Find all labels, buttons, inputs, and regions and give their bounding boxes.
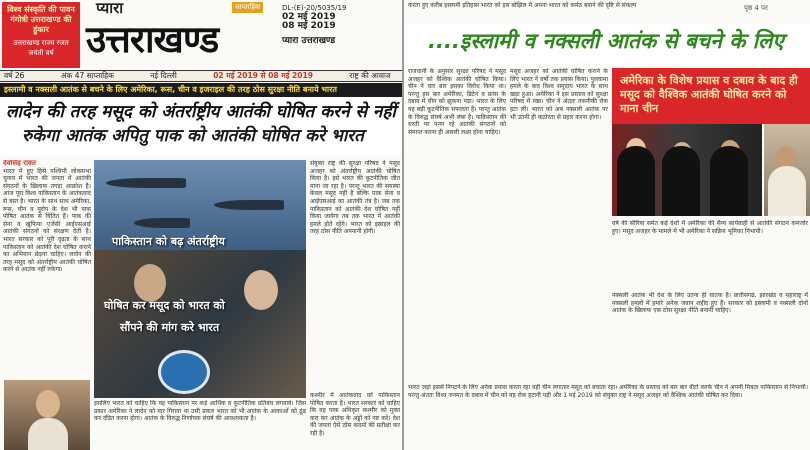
reg-date-2: 08 मई 2019 xyxy=(282,21,336,31)
page-number: पृष्ठ 4 पर xyxy=(744,4,768,12)
banner-headline: ....इस्लामी व नक्सली आतंक से बचने के लिए xyxy=(428,29,784,53)
jet-icon xyxy=(134,218,190,228)
article-column-4: कश्मीर में आतंकवाद को पाकिस्तान पोषित करता है। भारत सरकार को चाहिए कि वह पाक अधिकृत कश्मीर को मुक्त करा कर आतंक के अड्डों को नष्ट करे। देश की जनता ऐसे ठोस कदमों की प्रतीक्षा कर रही है। xyxy=(310,392,400,437)
article-column-1 xyxy=(3,160,91,378)
right-column-1: राजधानी के अनुसार सुरक्षा परिषद ने मसूद अजहर को वैश्विक आतंकी घोषित किया। चीन ने चार बार इसका विरोध किया था। परन्तु इस बार अमेरिका, ब्रिटेन व फ्रांस के दबाव में चीन को झुकना पड़ा। भारत के लिए यह बड़ी कूटनीतिक सफलता है। परन्तु आतंक के विरुद्ध संघर्ष अभी लंबा है। पाकिस्तान की धरती पर पनप रहे आतंकी संगठनों को समाप्त करना ही असली लक्ष्य होना चाहिए। xyxy=(408,68,506,136)
figure-icon xyxy=(710,146,748,216)
red-headline-box: अमेरिका के विशेष प्रयास व दबाव के बाद ही मसूद को वैश्विक आतंकी घोषित करने को माना चीन xyxy=(612,68,810,124)
jet-icon xyxy=(214,200,284,210)
right-bottom-article: भारत जहां इससे निपटने के लिए अनेक प्रयास करता रहा वहीं चीन लगातार मसूद को बचाता रहा। अमेरिका के प्रस्ताव को बार बार वीटो करके चीन ने अपनी मित्रता पाकिस्तान से निभायी। परन्तु अंततः विश्व जनमत के दबाव में चीन को यह रोक हटानी पड़ी और 1 मई 2019 को संयुक्त राष्ट्र ने मसूद अजहर को वैश्विक आतंकी घोषित कर दिया। xyxy=(408,384,808,399)
green-banner xyxy=(404,24,810,64)
figure-icon xyxy=(662,146,700,216)
masthead xyxy=(82,0,282,70)
photo-caption-2: घोषित कर मसूद को भारत को xyxy=(104,299,225,312)
slogan-text: विश्व संस्कृति की पावन गंगोत्री उत्तराखण्ड की हुंकार xyxy=(7,5,75,34)
strip-lang: राष्ट्र की आवाज xyxy=(349,71,391,80)
photo-caption-1: पाकिस्तान को बढ़ अंतर्राष्ट्रीय xyxy=(112,235,225,248)
headline-line-1: लादेन की तरह मसूद को अंतर्राष्ट्रीय आतंकी घोषित करने से नहीं xyxy=(6,102,396,122)
top-text: करता हुए करीब इस्लामी इतिहास भारत को इस बोझिल में अपना भारत को कर्मठ बनाने की दृष्टि से संकल्प xyxy=(408,2,637,9)
face-icon xyxy=(134,264,166,302)
headline-line-2: रुकेगा आतंक अपितु पाक को आतंकी घोषित करे भारत xyxy=(22,126,364,146)
leaders-collage-photo xyxy=(94,250,306,398)
figure-icon xyxy=(617,146,655,216)
byline: देवसिंह रावत xyxy=(3,160,36,167)
masthead-title: उत्तराखण्ड xyxy=(86,17,219,61)
reg-no: DL-(E)-20/5035/19 xyxy=(282,4,347,12)
article-column-2: इसलिए भारत को चाहिए कि वह पाकिस्तान पर कड़े आर्थिक व कूटनीतिक प्रतिबंध लगवाये। जिस प्रकार अमेरिका ने लादेन को मार गिराया था उसी प्रकार भारत को भी आतंक के आकाओं को ढूंढ कर दंडित करना होगा। आतंक के विरुद्ध निर्णायक संघर्ष की आवश्यकता है। xyxy=(94,400,306,423)
world-leaders-photo xyxy=(612,124,762,216)
right-column-3: नक्सली आतंक भी देश के लिए उतना ही घातक है। छत्तीसगढ़, झारखंड व महाराष्ट्र में नक्सली हमलों में हमारे अनेक जवान शहीद हुए हैं। सरकार को इस्लामी व नक्सली दोनों आतंक के खिलाफ एक ठोस सुरक्षा नीति बनानी चाहिए। xyxy=(612,292,808,315)
strip-varsh: वर्ष 26 xyxy=(4,71,25,80)
portrait-head-icon xyxy=(36,390,60,418)
column-1-text: भारत में हुए हिंसे पश्चिमी लोकसभा चुनाव में भारत की जनता में आतंकी संगठनों के खिलाफ तगड़ा आक्रोश है। आज पूरा विश्व पाकिस्तान के आतंकवाद से त्रस्त है। भारत के साथ साथ अमेरिका, रूस, चीन व यूरोप के देश भी पाक पोषित आतंक से चिंतित हैं। पाक की सेना व खुफिया एजेंसी आईएसआई आतंकी संगठनों को संरक्षण देती है। भारत सरकार को पूरी दृढ़ता के साथ पाकिस्तान को आतंकी देश घोषित कराने का अभियान छेड़ना चाहिए। लादेन की तरह मसूद को अंतर्राष्ट्रीय आतंकी घोषित करने से आतंक नहीं रुकेगा। xyxy=(3,167,91,274)
reg-date-1: 02 मई 2019 xyxy=(282,12,336,22)
fighter-jets-photo xyxy=(94,160,306,250)
right-column-2: मसूद अजहर को आतंकी घोषित कराने के लिए भारत ने वर्षों तक प्रयास किया। पुलवामा हमले के बाद विश्व समुदाय भारत के साथ खड़ा हुआ। अमेरिका ने इस प्रस्ताव को सुरक्षा परिषद में रखा। चीन ने अंततः तकनीकी रोक हटा ली। भारत को अब नक्सली आतंक पर भी उतनी ही कठोरता से प्रहार करना होगा। xyxy=(510,68,608,121)
slogan-note: उत्तराखण्ड राज्य रजत जयंती वर्ष xyxy=(13,39,69,57)
figure-icon xyxy=(768,166,806,216)
issue-strip xyxy=(0,70,402,82)
masthead-subtitle: प्यारा xyxy=(96,0,124,17)
face-icon xyxy=(244,270,278,310)
masthead-tag: साप्ताहिक xyxy=(232,2,263,13)
right-side-column: वर्ष की सीरिया समेत कई देशों में अमेरिका की सैन्य कार्यवाही से आतंकी संगठन कमजोर हुए। मसूद अजहर के मामले में भी अमेरिका ने सक्रिय भूमिका निभायी। xyxy=(612,220,808,235)
un-emblem-icon xyxy=(158,350,210,394)
strip-ank: अंक 47 साप्ताहिक xyxy=(60,71,114,80)
registration-box xyxy=(282,4,400,66)
strip-city: नई दिल्ली xyxy=(150,71,177,80)
strip-dates: 02 मई 2019 से 08 मई 2019 xyxy=(213,71,313,80)
reg-place: प्यारा उत्तराखण्ड xyxy=(282,36,336,46)
masood-portrait xyxy=(4,380,90,450)
article-column-3: संयुक्त राष्ट्र की सुरक्षा परिषद ने मसूद अजहर को अंतर्राष्ट्रीय आतंकी घोषित किया है। इसे भारत की कूटनीतिक जीत माना जा रहा है। परन्तु भारत की समस्या केवल मसूद नहीं है बल्कि पाक सेना व आईएसआई का आतंकी तंत्र है। जब तक पाकिस्तान को आतंकी देश घोषित नहीं किया जायेगा तब तक भारत में आतंकी हमले होते रहेंगे। भारत को इस्राइल की तरह ठोस नीति अपनानी होगी। xyxy=(310,160,400,236)
left-newspaper-page xyxy=(0,0,402,450)
main-headline xyxy=(0,98,402,156)
right-newspaper-page xyxy=(404,0,810,450)
jet-icon xyxy=(106,178,186,188)
headline-ticker: इस्लामी व नक्सली आतंक से बचने के लिए अमेरिका, रूस, चीन व इजराइल की तरह ठोस सुरक्षा नीति बनाये भारत xyxy=(0,83,402,97)
red-slogan-box xyxy=(2,2,80,68)
photo-caption-3: सौंपने की मांग करे भारत xyxy=(120,321,220,334)
portrait-body-icon xyxy=(28,418,68,450)
masood-photo xyxy=(764,124,810,216)
